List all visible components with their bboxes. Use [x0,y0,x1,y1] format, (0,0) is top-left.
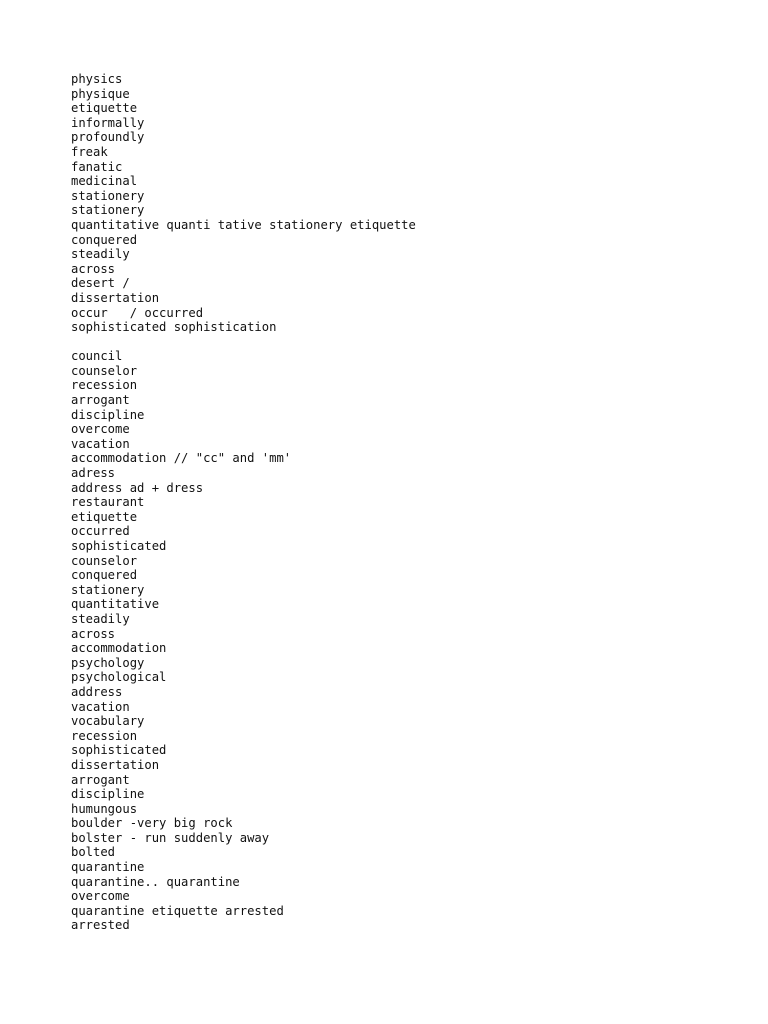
text-line [71,335,416,350]
text-line: psychological [71,670,167,685]
text-line: overcome [71,422,130,437]
text-line: vacation [71,699,130,714]
text-line: address ad + dress [71,480,204,495]
text-line: occurred [71,524,130,539]
text-line: conquered [71,232,138,247]
document-text [71,72,416,933]
text-line: accommodation [71,641,167,656]
text-line: overcome [71,889,130,904]
text-line: stationery [71,188,145,203]
text-line: quarantine.. quarantine [71,874,240,889]
text-line: sophisticated [71,743,167,758]
text-line: psychology [71,655,145,670]
text-line: across [71,261,116,276]
text-line: recession [71,378,138,393]
text-line: quarantine [71,860,145,875]
text-line: stationery [71,582,145,597]
text-line: recession [71,728,138,743]
text-line: arrogant [71,772,130,787]
text-line: across [71,626,116,641]
text-line: arrogant [71,393,130,408]
text-line: physics [71,72,123,86]
text-line: freak [71,144,108,159]
text-line: quantitative [71,597,160,612]
text-line: arrested [71,918,130,933]
text-line: humungous [71,801,138,816]
text-line: adress [71,466,116,481]
text-line: council [71,349,123,364]
text-line: fanatic [71,159,123,174]
text-line: informally [71,115,145,130]
text-line: bolted [71,845,116,860]
text-line: quantitative quanti tative stationery etiquette [71,217,416,232]
text-line: dissertation [71,757,160,772]
text-line: stationery [71,203,145,218]
text-line: counselor [71,363,138,378]
text-line: sophisticated sophistication [71,320,277,335]
text-line: bolster - run suddenly away [71,830,270,845]
text-line: steadily [71,611,130,626]
text-line: counselor [71,553,138,568]
text-line: discipline [71,407,145,422]
text-line: physique [71,86,130,101]
text-line: accommodation // "cc" and 'mm' [71,451,292,466]
text-line: boulder -very big rock [71,816,233,831]
text-line: medicinal [71,174,138,189]
text-line: profoundly [71,130,145,145]
text-line: quarantine etiquette arrested [71,903,284,918]
text-line: address [71,684,123,699]
text-line: vacation [71,436,130,451]
text-line: etiquette [71,509,138,524]
text-line: sophisticated [71,539,167,553]
text-line: dissertation [71,290,160,305]
text-line: steadily [71,247,130,262]
text-line: conquered [71,568,138,583]
text-line: restaurant [71,495,145,510]
text-line: vocabulary [71,714,145,729]
text-line: etiquette [71,101,138,116]
text-line: desert / [71,276,130,291]
text-line: occur / occurred [71,305,204,320]
text-line: discipline [71,787,145,802]
